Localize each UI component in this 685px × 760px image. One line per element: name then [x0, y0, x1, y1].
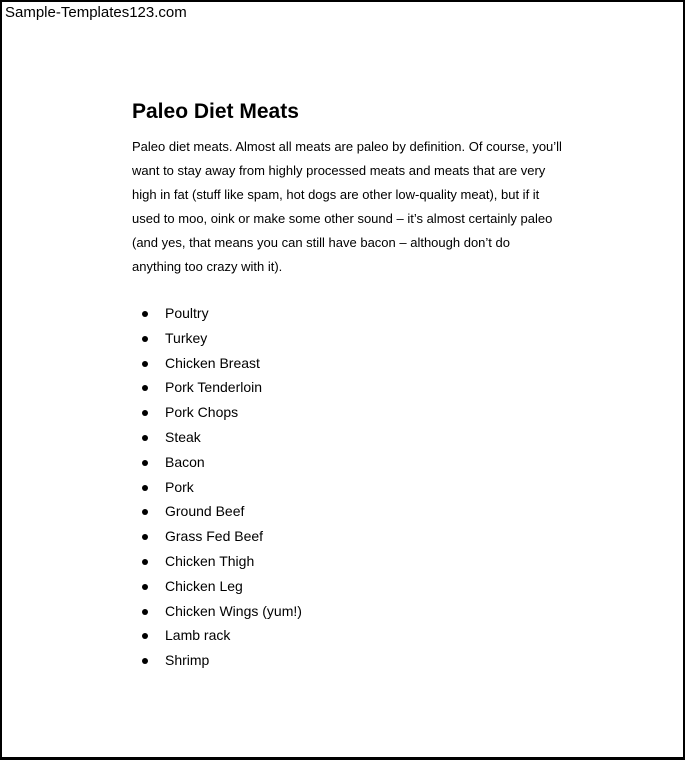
- list-item: [132, 524, 562, 549]
- list-item-label: Chicken Thigh: [165, 552, 255, 569]
- list-item-label: Chicken Leg: [165, 577, 243, 594]
- list-item-label: Pork: [165, 478, 194, 495]
- meat-list: [132, 301, 562, 673]
- list-item-label: Chicken Wings (yum!): [165, 602, 302, 619]
- bullet-icon: [142, 609, 148, 615]
- bullet-icon: [142, 410, 148, 416]
- document-content: [132, 97, 562, 673]
- bullet-icon: [142, 559, 148, 565]
- list-item: [132, 450, 562, 475]
- list-item: [132, 301, 562, 326]
- list-item: [132, 499, 562, 524]
- list-item: [132, 475, 562, 500]
- bullet-icon: [142, 584, 148, 590]
- list-item-label: Pork Chops: [165, 404, 239, 421]
- list-item: [132, 400, 562, 425]
- list-item-label: Shrimp: [165, 652, 210, 669]
- list-item-label: Ground Beef: [165, 503, 245, 520]
- bullet-icon: [142, 311, 148, 317]
- list-item: [132, 425, 562, 450]
- bullet-icon: [142, 509, 148, 515]
- bullet-icon: [142, 658, 148, 664]
- bullet-icon: [142, 435, 148, 441]
- list-item-label: Poultry: [165, 305, 209, 321]
- list-item: [132, 351, 562, 376]
- list-item: [132, 326, 562, 351]
- list-item: [132, 623, 562, 648]
- list-item: [132, 549, 562, 574]
- list-item-label: Pork Tenderloin: [165, 379, 263, 396]
- list-item: [132, 648, 562, 673]
- page-title: Paleo Diet Meats: [132, 100, 299, 123]
- list-item: [132, 599, 562, 624]
- bullet-icon: [142, 485, 148, 491]
- intro-paragraph: Paleo diet meats. Almost all meats are paleo by definition. Of course, you’ll want to stay away from highly processed meats and meats that are very high in fat (stuff like spam, hot dogs are other low-quality meat), but if it used to moo, oink or make some other sound – it’s almost certainly paleo (and yes, that means you can still have bacon – although don’t do anything too crazy with it).: [132, 139, 562, 274]
- bullet-icon: [142, 361, 148, 367]
- bullet-icon: [142, 336, 148, 342]
- list-item-label: Steak: [165, 428, 201, 445]
- bullet-icon: [142, 460, 148, 466]
- list-item: [132, 574, 562, 599]
- bullet-icon: [142, 633, 148, 639]
- list-item-label: Bacon: [165, 453, 205, 470]
- list-item-label: Turkey: [165, 329, 208, 346]
- list-item-label: Chicken Breast: [165, 354, 260, 371]
- list-item-label: Grass Fed Beef: [165, 528, 264, 545]
- list-item: [132, 375, 562, 400]
- bullet-icon: [142, 534, 148, 540]
- bullet-icon: [142, 385, 148, 391]
- watermark: Sample-Templates123.com: [5, 4, 187, 21]
- list-item-label: Lamb rack: [165, 627, 231, 644]
